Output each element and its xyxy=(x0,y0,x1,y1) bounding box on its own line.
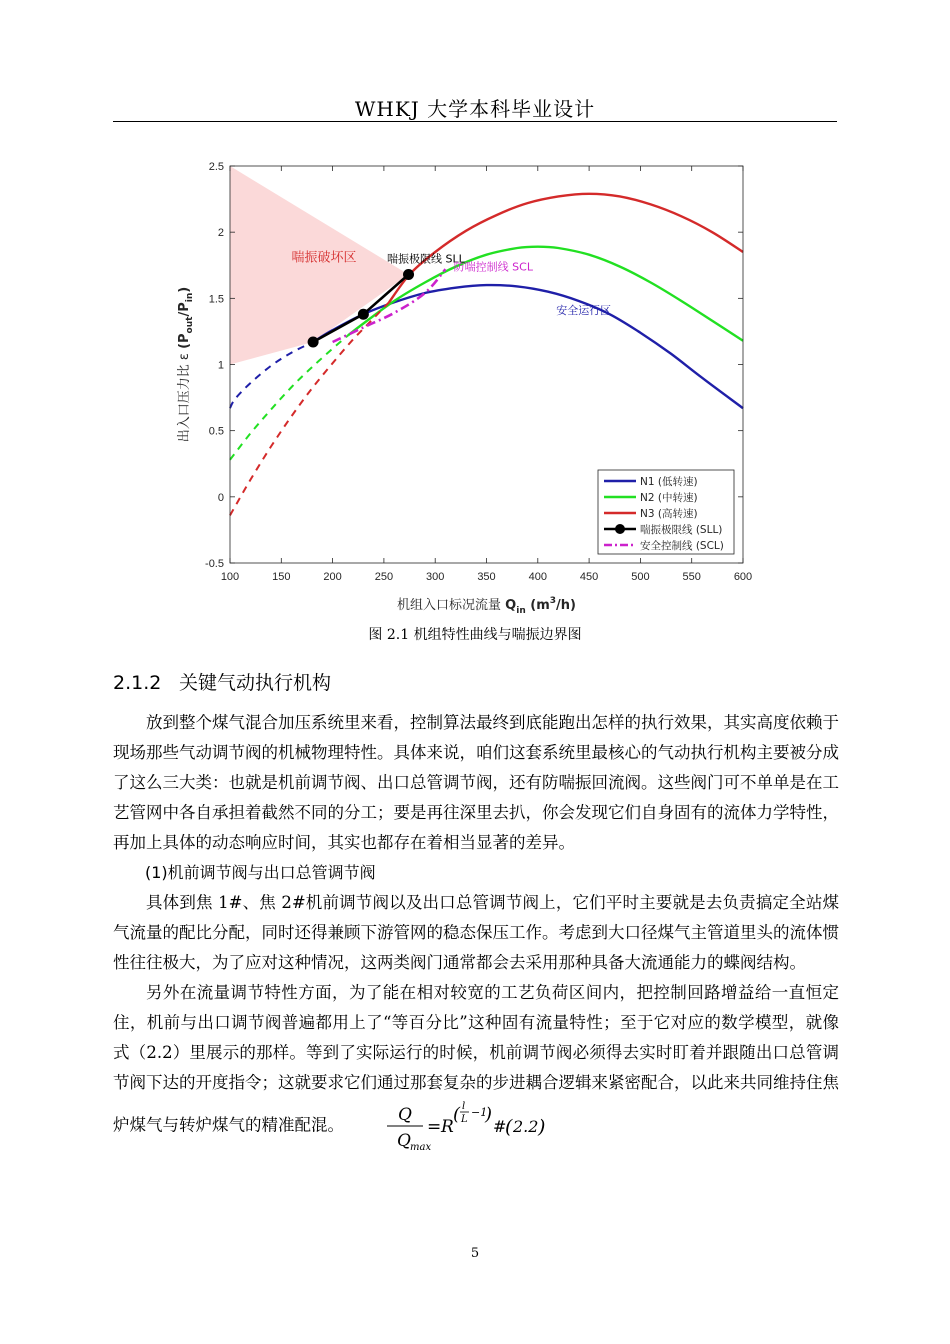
x-tick-label: 550 xyxy=(682,571,701,583)
section-number: 2.1.2 xyxy=(113,672,162,694)
page-number: 5 xyxy=(470,1246,480,1261)
x-axis-label: 机组入口标况流量 $Q_{in}$ $(m^3/h)$ xyxy=(397,596,576,616)
x-tick-label: 350 xyxy=(477,571,496,583)
x-tick-label: 400 xyxy=(528,571,547,583)
paragraph: 放到整个煤气混合加压系统里来看，控制算法最终到底能跑出怎样的执行效果，其实高度依赖于现场那些气动调节阀的机械物理特性。具体来说，咱们这套系统里最核心的气动执行机构主要被分成了这么三大类：也就是机前调节阀、出口总管调节阀，还有防喘振回流阀。这些阀门可不单单是在工艺管网中各自承担着截然不同的分工；要是再往深里去扒，你会发现它们自身固有的流体力学特性，再加上具体的动态响应时间，其实也都存在着相当显著的差异。 xyxy=(113,713,839,852)
svg-text:−1: −1 xyxy=(471,1106,488,1119)
y-tick-label: 2.5 xyxy=(208,161,224,173)
x-tick-label: 200 xyxy=(323,571,342,583)
svg-text:max: max xyxy=(410,1142,432,1153)
y-tick-label: 1.5 xyxy=(208,293,224,306)
legend-marker xyxy=(615,524,625,534)
y-tick-label: 2 xyxy=(217,227,224,240)
svg-text:=: = xyxy=(427,1117,442,1137)
svg-text:L: L xyxy=(461,1114,468,1125)
sll-marker xyxy=(308,337,319,348)
chart-annotation: 喘振破坏区 xyxy=(291,250,357,266)
x-tick-label: 450 xyxy=(579,571,599,583)
section-heading xyxy=(113,668,331,695)
n1-curve xyxy=(313,285,743,408)
svg-text:(: ( xyxy=(505,1116,513,1138)
x-tick-label: 600 xyxy=(733,571,753,583)
paragraph: 具体到焦 1#、焦 2#机前调节阀以及出口总管调节阀上，它们平时主要就是去负责搞定全站煤气流量的配比分配，同时还得兼顾下游管网的稳态保压工作。考虑到大口径煤气主管道里头的流体惯性往往极大，为了应对这种情况，这两类阀门通常都会去采用那种具备大流通能力的蝶阀结构。 xyxy=(113,893,839,972)
svg-text:Q: Q xyxy=(397,1131,411,1151)
x-tick-label: 150 xyxy=(272,571,291,583)
legend-label: 喘振极限线 (SLL) xyxy=(640,524,723,536)
legend-label: 安全控制线 (SCL) xyxy=(640,540,724,552)
x-tick-label: 100 xyxy=(220,571,240,583)
chart-annotation: 安全运行区 xyxy=(556,304,612,318)
y-tick-label: 1 xyxy=(217,359,224,372)
y-tick-label: 0.5 xyxy=(208,425,224,438)
svg-text:#: # xyxy=(493,1117,507,1136)
paragraph-text: 另外在流量调节特性方面，为了能在相对较宽的工艺负荷区间内，把控制回路增益给一直恒定住，机前与出口调节阀普遍都用上了“等百分比”这种固有流量特性；至于它对应的数学模型，就像式（2.2）里展示的那样。等到了实际运行的时候，机前调节阀必须得去实时盯着并跟随出口总管调节阀下达的开度指令；这就要求它们通过那套复杂的步进耦合逻辑来紧密配合，以此来共同维持住焦炉煤气与转炉煤气的精准配混。 xyxy=(113,983,839,1135)
x-tick-label: 300 xyxy=(426,571,445,583)
figure-caption: 图 2.1 机组特性曲线与喘振边界图 xyxy=(368,627,582,643)
y-tick-label: -0.5 xyxy=(205,558,224,570)
legend-label: N1 (低转速) xyxy=(640,476,698,488)
body-text xyxy=(113,708,839,1154)
x-tick-label: 500 xyxy=(631,571,650,583)
section-title: 关键气动执行机构 xyxy=(179,672,332,694)
y-axis-label: 出入口压力比 ε $(P_{out}/P_{in})$ xyxy=(177,286,195,443)
svg-text:): ) xyxy=(538,1116,546,1138)
compressor-characteristic-chart xyxy=(170,150,770,620)
header-rule xyxy=(113,121,837,122)
svg-text:): ) xyxy=(485,1104,493,1125)
svg-text:2.2: 2.2 xyxy=(513,1117,539,1136)
x-tick-label: 250 xyxy=(374,571,394,583)
svg-text:R: R xyxy=(441,1117,454,1137)
y-tick-label: 0 xyxy=(217,491,224,504)
legend-label: N3 (高转速) xyxy=(640,508,698,520)
paragraph xyxy=(113,978,839,1154)
n3-curve xyxy=(386,194,743,303)
svg-text:Q: Q xyxy=(398,1105,412,1125)
svg-text:l: l xyxy=(462,1101,466,1112)
sll-marker xyxy=(358,309,369,320)
page-header: WHKJ 大学本科毕业设计 xyxy=(354,97,596,121)
equation-2-2 xyxy=(344,1098,547,1154)
legend-label: N2 (中转速) xyxy=(640,492,698,504)
svg-text:(: ( xyxy=(453,1104,461,1125)
sll-marker xyxy=(403,269,414,280)
chart-annotation: 防喘控制线 SCL xyxy=(453,260,533,274)
subheading: (1)机前调节阀与出口总管调节阀 xyxy=(145,863,376,882)
chart-annotation: 喘振极限线 SLL xyxy=(386,252,465,266)
